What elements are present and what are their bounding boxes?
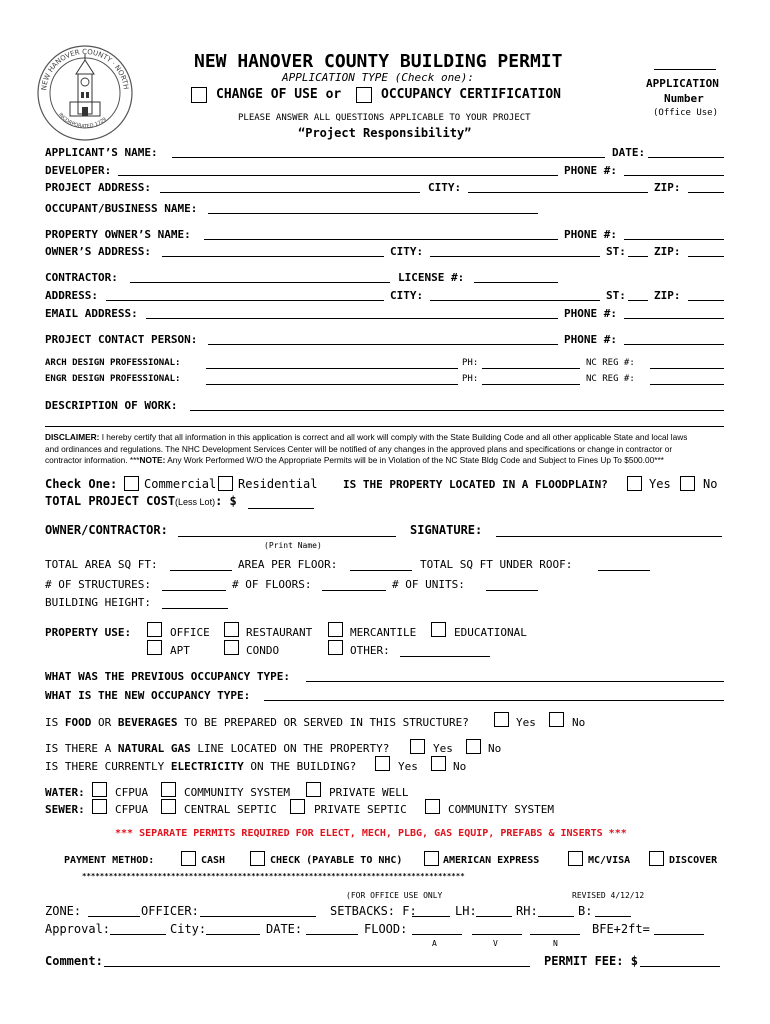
print-name-label: (Print Name) — [264, 541, 322, 550]
flood-a-field[interactable] — [412, 934, 462, 935]
contact-phone-label: PHONE #: — [564, 333, 617, 346]
flood-label: FLOOD: — [364, 922, 408, 936]
project-zip-field[interactable] — [688, 192, 724, 193]
total-area-field[interactable] — [170, 570, 232, 571]
condo-checkbox[interactable] — [224, 640, 239, 655]
project-responsibility: “Project Responsibility” — [298, 126, 472, 140]
contractor-st-label: ST: — [606, 289, 626, 302]
commercial-label: Commercial — [144, 477, 217, 491]
developer-label: DEVELOPER: — [45, 164, 112, 177]
office-label: OFFICE — [170, 626, 210, 639]
water-community-checkbox[interactable] — [161, 782, 176, 797]
contractor-address-field[interactable] — [106, 300, 384, 301]
disclaimer-line-1: I hereby certify that all information in this application is correct and all work will comply with the State Building Code and all other applicable State and local laws — [99, 432, 688, 442]
sewer-cfpua-checkbox[interactable] — [92, 799, 107, 814]
application-type-label: APPLICATION TYPE (Check one): — [282, 71, 475, 84]
previous-occupancy-field[interactable] — [306, 681, 724, 682]
date-label: DATE: — [612, 146, 646, 159]
engr-ph-label: PH: — [462, 374, 479, 384]
disclaimer-line-3c: Any Work Performed W/O the Appropriate Permits will be in Violation of the NC State Bldg Code and Subject to Fines Up To $500.00*** — [165, 455, 664, 465]
floors-field[interactable] — [322, 590, 386, 591]
restaurant-checkbox[interactable] — [224, 622, 239, 637]
owner-contractor-field[interactable] — [178, 536, 396, 537]
owner-st-label: ST: — [606, 245, 626, 258]
engr-ph-field[interactable] — [482, 384, 580, 385]
mcvisa-label: MC/VISA — [588, 855, 631, 866]
project-city-label: CITY: — [428, 181, 462, 194]
mercantile-checkbox[interactable] — [328, 622, 343, 637]
project-zip-label: ZIP: — [654, 181, 681, 194]
engr-ncreg-field[interactable] — [650, 384, 724, 385]
owner-zip-field[interactable] — [688, 256, 724, 257]
water-private-well-checkbox[interactable] — [306, 782, 321, 797]
office-checkbox[interactable] — [147, 622, 162, 637]
owner-phone-label: PHONE #: — [564, 228, 617, 241]
arch-ph-field[interactable] — [482, 368, 580, 369]
gas-yes-label: Yes — [433, 742, 453, 755]
signature-field[interactable] — [496, 536, 722, 537]
flood-a-label: A — [432, 939, 437, 948]
sewer-community-checkbox[interactable] — [425, 799, 440, 814]
food-yes-label: Yes — [516, 716, 536, 729]
cash-checkbox[interactable] — [181, 851, 196, 866]
arch-ph-label: PH: — [462, 358, 479, 368]
mercantile-label: MERCANTILE — [350, 626, 417, 639]
payment-method-label: PAYMENT METHOD: — [64, 855, 155, 866]
area-per-floor-label: AREA PER FLOOR: — [238, 558, 338, 571]
contact-person-field[interactable] — [208, 344, 558, 345]
educational-label: EDUCATIONAL — [454, 626, 527, 639]
rh-field[interactable] — [538, 916, 574, 917]
disclaimer-line-2: and ordinances and regulations. The NHC Development Services Center will be notified of any changes in the approved plans and specifications or change in contractor or — [45, 443, 673, 454]
floors-label: # OF FLOORS: — [232, 578, 312, 591]
application-number-line[interactable] — [654, 69, 716, 70]
license-field[interactable] — [474, 282, 558, 283]
engr-design-label: ENGR DESIGN PROFESSIONAL: — [45, 374, 181, 384]
water-cfpua-checkbox[interactable] — [92, 782, 107, 797]
comment-field[interactable] — [104, 966, 530, 967]
check-one-label: Check One: — [45, 477, 118, 491]
signature-label: SIGNATURE: — [410, 523, 483, 537]
owner-contractor-label: OWNER/CONTRACTOR: — [45, 523, 168, 537]
food-no-checkbox[interactable] — [549, 712, 564, 727]
floodplain-yes-label: Yes — [649, 477, 671, 491]
contact-phone-field[interactable] — [624, 344, 724, 345]
zone-field[interactable] — [88, 916, 140, 917]
discover-label: DISCOVER — [669, 855, 718, 866]
owner-zip-label: ZIP: — [654, 245, 681, 258]
floodplain-yes-checkbox[interactable] — [627, 476, 642, 491]
disclaimer-text — [45, 432, 687, 467]
gas-no-label: No — [488, 742, 502, 755]
apt-label: APT — [170, 644, 190, 657]
officer-label: OFFICER: — [141, 904, 199, 918]
residential-checkbox[interactable] — [218, 476, 233, 491]
svg-text:NEW HANOVER COUNTY · NORTH CAR: NEW HANOVER COUNTY · NORTH — [40, 47, 130, 91]
owner-name-field[interactable] — [204, 239, 558, 240]
lh-field[interactable] — [476, 916, 512, 917]
area-per-floor-field[interactable] — [350, 570, 412, 571]
other-field[interactable] — [400, 656, 490, 657]
building-height-field[interactable] — [162, 608, 228, 609]
property-use-label: PROPERTY USE: — [45, 626, 132, 639]
lh-label: LH: — [455, 904, 477, 918]
electricity-yes-label: Yes — [398, 760, 418, 773]
comment-label: Comment: — [45, 954, 103, 968]
number-label: Number — [664, 92, 704, 105]
owner-st-field[interactable] — [628, 256, 648, 257]
developer-field[interactable] — [118, 175, 558, 176]
change-of-use-checkbox[interactable] — [191, 87, 207, 103]
educational-checkbox[interactable] — [431, 622, 446, 637]
previous-occupancy-label: WHAT WAS THE PREVIOUS OCCUPANCY TYPE: — [45, 670, 291, 683]
gas-question: IS THERE A NATURAL GAS LINE LOCATED ON THE PROPERTY? — [45, 742, 390, 755]
floodplain-no-checkbox[interactable] — [680, 476, 695, 491]
county-seal-logo — [36, 44, 134, 142]
occupant-label: OCCUPANT/BUSINESS NAME: — [45, 202, 198, 215]
engr-ncreg-label: NC REG #: — [586, 374, 635, 384]
check-label: CHECK (PAYABLE TO NHC) — [270, 855, 403, 866]
sewer-label: SEWER: — [45, 803, 85, 816]
setbacks-f-field[interactable] — [412, 916, 450, 917]
office-city-field[interactable] — [206, 934, 260, 935]
contractor-zip-field[interactable] — [688, 300, 724, 301]
contractor-field[interactable] — [130, 282, 390, 283]
project-city-field[interactable] — [468, 192, 648, 193]
amex-checkbox[interactable] — [424, 851, 439, 866]
officer-field[interactable] — [200, 916, 316, 917]
contractor-zip-label: ZIP: — [654, 289, 681, 302]
office-use-label: (Office Use) — [653, 108, 719, 118]
floodplain-no-label: No — [703, 477, 718, 491]
permit-fee-label: PERMIT FEE: $ — [544, 954, 638, 968]
contractor-address-label: ADDRESS: — [45, 289, 98, 302]
owner-city-label: CITY: — [390, 245, 424, 258]
office-date-label: DATE: — [266, 922, 303, 936]
other-label: OTHER: — [350, 644, 390, 657]
cash-label: CASH — [201, 855, 226, 866]
owner-phone-field[interactable] — [624, 239, 724, 240]
approval-label: Approval: — [45, 922, 111, 936]
owner-name-label: PROPERTY OWNER’S NAME: — [45, 228, 191, 241]
occupancy-cert-checkbox[interactable] — [356, 87, 372, 103]
separator-stars: ************************************************************************************** — [82, 871, 465, 880]
water-label: WATER: — [45, 786, 85, 799]
occupancy-cert-label: OCCUPANCY CERTIFICATION — [381, 87, 562, 102]
sewer-central-septic-checkbox[interactable] — [161, 799, 176, 814]
contractor-label: CONTRACTOR: — [45, 271, 118, 284]
electricity-no-checkbox[interactable] — [431, 756, 446, 771]
total-cost-text: TOTAL PROJECT COST — [45, 494, 176, 508]
applicant-name-label: APPLICANT’S NAME: — [45, 146, 158, 159]
other-checkbox[interactable] — [328, 640, 343, 655]
email-field[interactable] — [146, 318, 558, 319]
sewer-private-septic-checkbox[interactable] — [290, 799, 305, 814]
amex-label: AMERICAN EXPRESS — [443, 855, 540, 866]
discover-checkbox[interactable] — [649, 851, 664, 866]
contractor-phone-field[interactable] — [624, 318, 724, 319]
flood-n-label: N — [553, 939, 558, 948]
mcvisa-checkbox[interactable] — [568, 851, 583, 866]
new-occupancy-field[interactable] — [264, 700, 724, 701]
floodplain-question: IS THE PROPERTY LOCATED IN A FLOODPLAIN? — [343, 478, 608, 491]
food-yes-checkbox[interactable] — [494, 712, 509, 727]
condo-label: CONDO — [246, 644, 280, 657]
email-label: EMAIL ADDRESS: — [45, 307, 138, 320]
revised-label: REVISED 4/12/12 — [572, 891, 645, 900]
commercial-checkbox[interactable] — [124, 476, 139, 491]
sewer-cfpua-label: CFPUA — [115, 803, 149, 816]
for-office-use-label: (FOR OFFICE USE ONLY — [346, 891, 443, 900]
answer-note: PLEASE ANSWER ALL QUESTIONS APPLICABLE TO YOUR PROJECT — [238, 113, 531, 123]
water-community-label: COMMUNITY SYSTEM — [184, 786, 290, 799]
office-date-field[interactable] — [306, 934, 358, 935]
apt-checkbox[interactable] — [147, 640, 162, 655]
check-checkbox[interactable] — [250, 851, 265, 866]
bfe-label: BFE+2ft= — [592, 922, 650, 936]
under-roof-field[interactable] — [598, 570, 650, 571]
sewer-community-label: COMMUNITY SYSTEM — [448, 803, 554, 816]
application-label: APPLICATION — [646, 77, 719, 90]
date-field[interactable] — [648, 157, 724, 158]
contractor-phone-label: PHONE #: — [564, 307, 617, 320]
bfe-field[interactable] — [654, 934, 704, 935]
gas-yes-checkbox[interactable] — [410, 739, 425, 754]
flood-n-field[interactable] — [530, 934, 580, 935]
dollar-text: : $ — [215, 494, 237, 508]
project-address-label: PROJECT ADDRESS: — [45, 181, 151, 194]
building-height-label: BUILDING HEIGHT: — [45, 596, 151, 609]
project-address-field[interactable] — [160, 192, 420, 193]
description-field-2[interactable] — [45, 426, 724, 427]
units-label: # OF UNITS: — [392, 578, 465, 591]
flood-v-label: V — [493, 939, 498, 948]
office-city-label: City: — [170, 922, 207, 936]
zone-label: ZONE: — [45, 904, 82, 918]
owner-city-field[interactable] — [430, 256, 600, 257]
occupant-field[interactable] — [208, 213, 538, 214]
total-cost-label — [45, 494, 237, 508]
b-field[interactable] — [595, 916, 631, 917]
setbacks-label: SETBACKS: F: — [330, 904, 417, 918]
approval-field[interactable] — [110, 934, 166, 935]
developer-phone-label: PHONE #: — [564, 164, 617, 177]
separate-permits-notice: *** SEPARATE PERMITS REQUIRED FOR ELECT, MECH, PLBG, GAS EQUIP, PREFABS & INSERTS *** — [115, 828, 627, 839]
electricity-no-label: No — [453, 760, 467, 773]
svg-text:INCORPORATED 1729: INCORPORATED 1729 — [57, 112, 108, 130]
food-question: IS FOOD OR BEVERAGES TO BE PREPARED OR SERVED IN THIS STRUCTURE? — [45, 716, 469, 729]
electricity-question: IS THERE CURRENTLY ELECTRICITY ON THE BUILDING? — [45, 760, 357, 773]
rh-label: RH: — [516, 904, 538, 918]
units-field[interactable] — [486, 590, 538, 591]
b-label: B: — [578, 904, 593, 918]
water-private-well-label: PRIVATE WELL — [329, 786, 409, 799]
description-field-1[interactable] — [190, 410, 724, 411]
food-no-label: No — [572, 716, 586, 729]
disclaimer-note: NOTE: — [139, 455, 166, 465]
change-of-use-label: CHANGE OF USE or — [216, 87, 342, 102]
total-area-label: TOTAL AREA SQ FT: — [45, 558, 158, 571]
arch-design-label: ARCH DESIGN PROFESSIONAL: — [45, 358, 181, 368]
under-roof-label: TOTAL SQ FT UNDER ROOF: — [420, 558, 573, 571]
engr-design-field[interactable] — [206, 384, 458, 385]
form-title: NEW HANOVER COUNTY BUILDING PERMIT — [194, 51, 563, 72]
owner-address-label: OWNER’S ADDRESS: — [45, 245, 151, 258]
residential-label: Residential — [238, 477, 318, 491]
owner-address-field[interactable] — [162, 256, 384, 257]
applicant-name-field[interactable] — [172, 157, 605, 158]
restaurant-label: RESTAURANT — [246, 626, 313, 639]
new-occupancy-label: WHAT IS THE NEW OCCUPANCY TYPE: — [45, 689, 251, 702]
permit-fee-field[interactable] — [640, 966, 720, 967]
license-label: LICENSE #: — [398, 271, 465, 284]
electricity-yes-checkbox[interactable] — [375, 756, 390, 771]
arch-ncreg-field[interactable] — [650, 368, 724, 369]
arch-ncreg-label: NC REG #: — [586, 358, 635, 368]
disclaimer-title: DISCLAIMER: — [45, 432, 100, 442]
sewer-private-septic-label: PRIVATE SEPTIC — [314, 803, 407, 816]
disclaimer-line-3a: contractor information. *** — [45, 455, 140, 465]
water-cfpua-label: CFPUA — [115, 786, 149, 799]
flood-v-field[interactable] — [472, 934, 522, 935]
developer-phone-field[interactable] — [624, 175, 724, 176]
contractor-city-label: CITY: — [390, 289, 424, 302]
arch-design-field[interactable] — [206, 368, 458, 369]
contractor-st-field[interactable] — [628, 300, 648, 301]
contractor-city-field[interactable] — [430, 300, 600, 301]
contact-person-label: PROJECT CONTACT PERSON: — [45, 333, 198, 346]
sewer-central-septic-label: CENTRAL SEPTIC — [184, 803, 277, 816]
total-cost-field[interactable] — [248, 508, 314, 509]
gas-no-checkbox[interactable] — [466, 739, 481, 754]
description-label: DESCRIPTION OF WORK: — [45, 399, 178, 412]
structures-label: # OF STRUCTURES: — [45, 578, 151, 591]
less-lot-text: (Less Lot) — [175, 497, 216, 507]
structures-field[interactable] — [162, 590, 226, 591]
